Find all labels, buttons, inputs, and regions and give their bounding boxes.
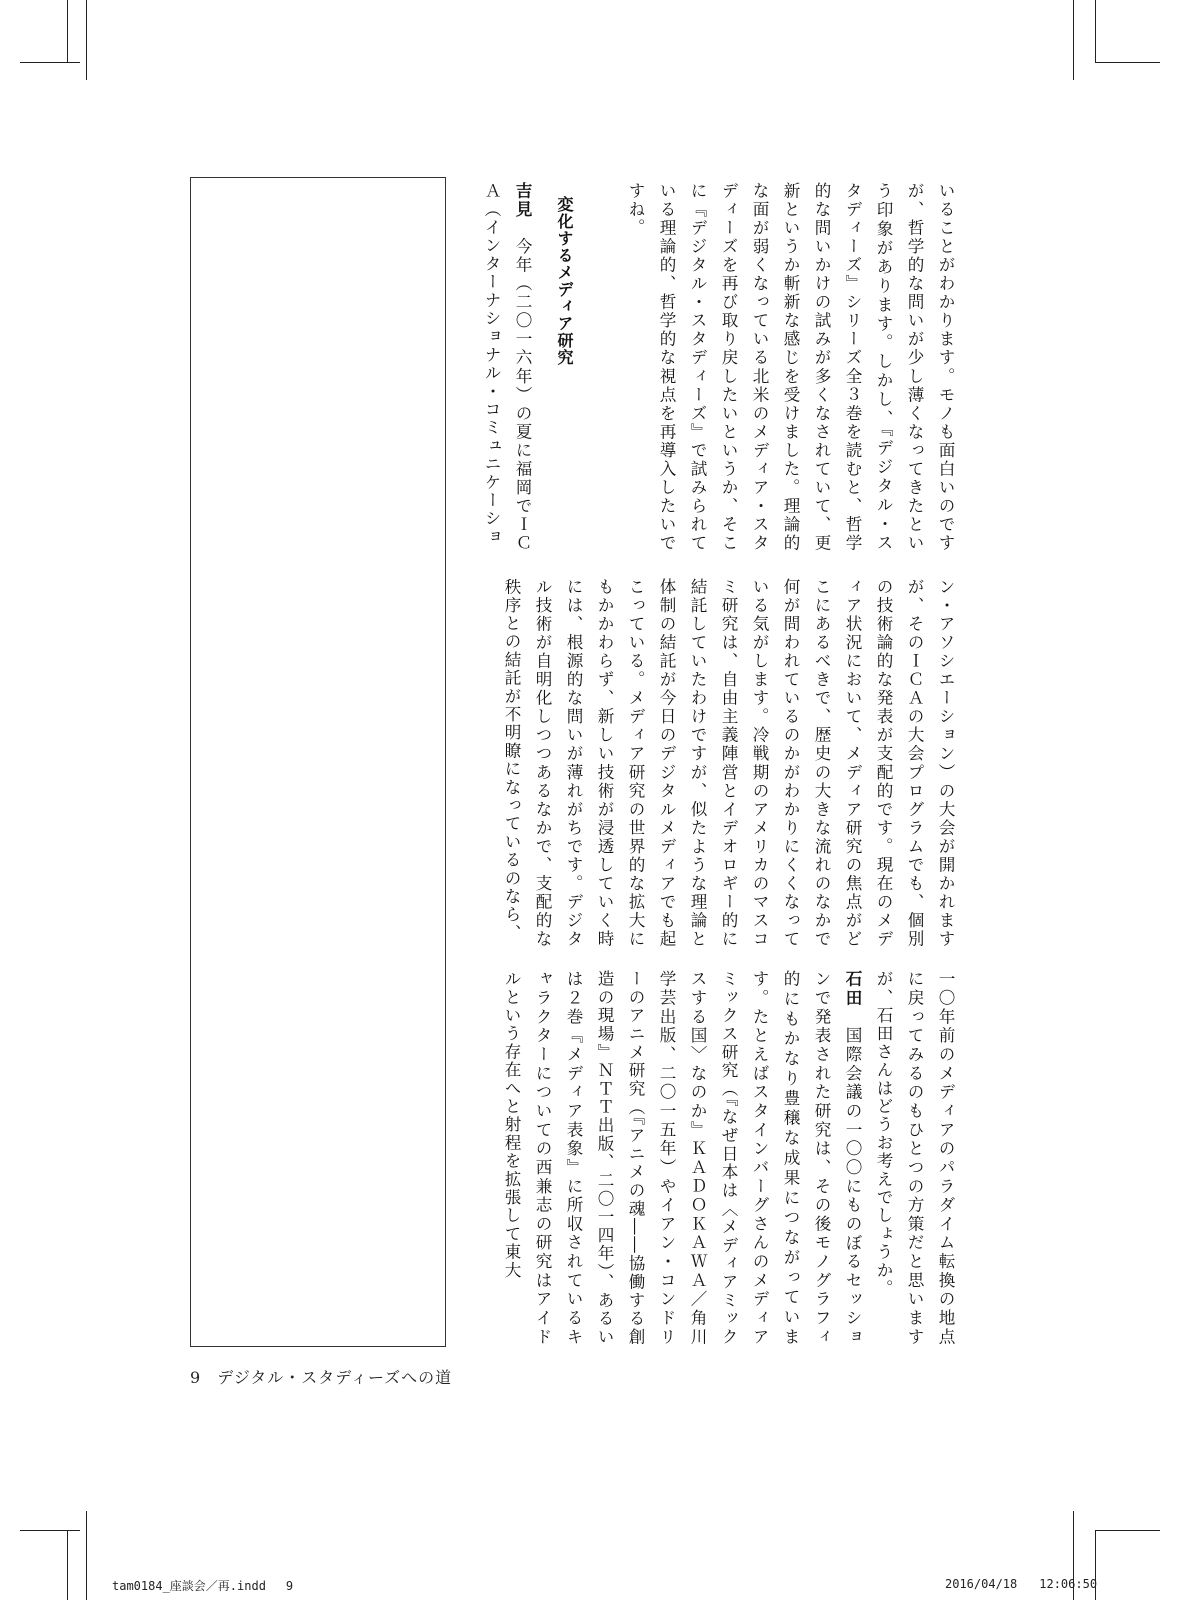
paragraph: いることがわかります。モノも面白いのですが、哲学的な問いが少し薄くなってきたという印象があります。しかし、『デジタル・スタディーズ』シリーズ全３巻を読むと、哲学的な問いかけの試みが多くなされていて、更新というか斬新な感じを受けました。理論的な面が弱くなっている北米のメディア・スタディーズを再び取り戻したいというか、そこに『デジタル・スタディーズ』で試みられている理論的、哲学的な視点を再導入したいですね。: [626, 182, 955, 552]
crop-mark: [86, 1511, 87, 1600]
speech-block: [496, 970, 868, 1346]
crop-mark: [1095, 62, 1160, 63]
crop-mark: [20, 1530, 80, 1531]
crop-mark: [20, 62, 80, 63]
crop-mark: [1073, 0, 1074, 80]
crop-mark: [67, 1530, 68, 1600]
speech-block: [476, 182, 538, 552]
speaker-name: 吉見: [513, 182, 532, 220]
slug-date: 2016/04/18: [945, 1577, 1018, 1591]
speech-text: 国際会議の一〇〇にものぼるセッションで発表された研究は、その後モノグラフィ的にもかなり豊穣な成果につながっています。たとえばスタインバーグさんのメディアミックス研究（『なぜ日本は〈メディアミックスする国〉なのか』ＫＡＤＯＫＡＷＡ／角川学芸出版、二〇一五年）やイアン・コンドリーのアニメ研究（『アニメの魂――協働する創造の現場』ＮＴＴ出版、二〇一四年）、あるいは２巻『メディア表象』に所収されているキャラクターについての西兼志の研究はアイドルという存在へと射程を拡張して東大: [502, 970, 862, 1347]
slug-timestamp: [945, 1577, 1097, 1591]
paragraph: ン・アソシエーション）の大会が開かれますが、そのＩＣＡの大会プログラムでも、個別の技術論的な発表が支配的です。現在のメディア状況において、メディア研究の焦点がどこにあるべきで、歴史の大きな流れのなかで何が問われているのかがわかりにくくなっている気がします。冷戦期のアメリカのマスコミ研究は、自由主義陣営とイデオロギー的に結託していたわけですが、似たような理論と体制の結託が今日のデジタルメディアでも起こっている。メディア研究の世界的な拡大にもかかわらず、新しい技術が浸透していく時には、根源的な問いが薄れがちです。デジタル技術が自明化しつつあるなかで、支配的な秩序との結託が不明瞭になっているのなら、: [502, 578, 955, 948]
text-column-1: [599, 182, 961, 552]
speech-gap: [513, 219, 532, 238]
section-heading: 変化するメディア研究: [555, 196, 574, 366]
page-number: 9: [190, 1368, 202, 1387]
text-column-3: [480, 970, 961, 1346]
slug-page: 9: [285, 1579, 294, 1593]
figure-frame: [190, 177, 446, 1347]
slug-file: [112, 1577, 293, 1594]
paragraph: 一〇年前のメディアのパラダイム転換の地点に戻ってみるのもひとつの方策だと思いますが、石田さんはどうお考えでしょうか。: [874, 970, 955, 1346]
crop-mark: [86, 0, 87, 80]
crop-mark: [1095, 0, 1096, 62]
running-footer: [190, 1365, 452, 1388]
slug-filename: tam0184_座談会／再.indd: [112, 1579, 266, 1593]
speech-gap: [843, 1008, 862, 1027]
crop-mark: [67, 0, 68, 62]
slug-time: 12:06:50: [1039, 1577, 1098, 1591]
book-title: デジタル・スタディーズへの道: [217, 1368, 453, 1387]
speaker-name: 石田: [843, 970, 862, 1008]
crop-mark: [1095, 1530, 1160, 1531]
speech-text: 今年（二〇一六年）の夏に福岡でＩＣＡ（インターナショナル・コミュニケーショ: [482, 182, 532, 552]
text-column-2: [480, 578, 961, 948]
